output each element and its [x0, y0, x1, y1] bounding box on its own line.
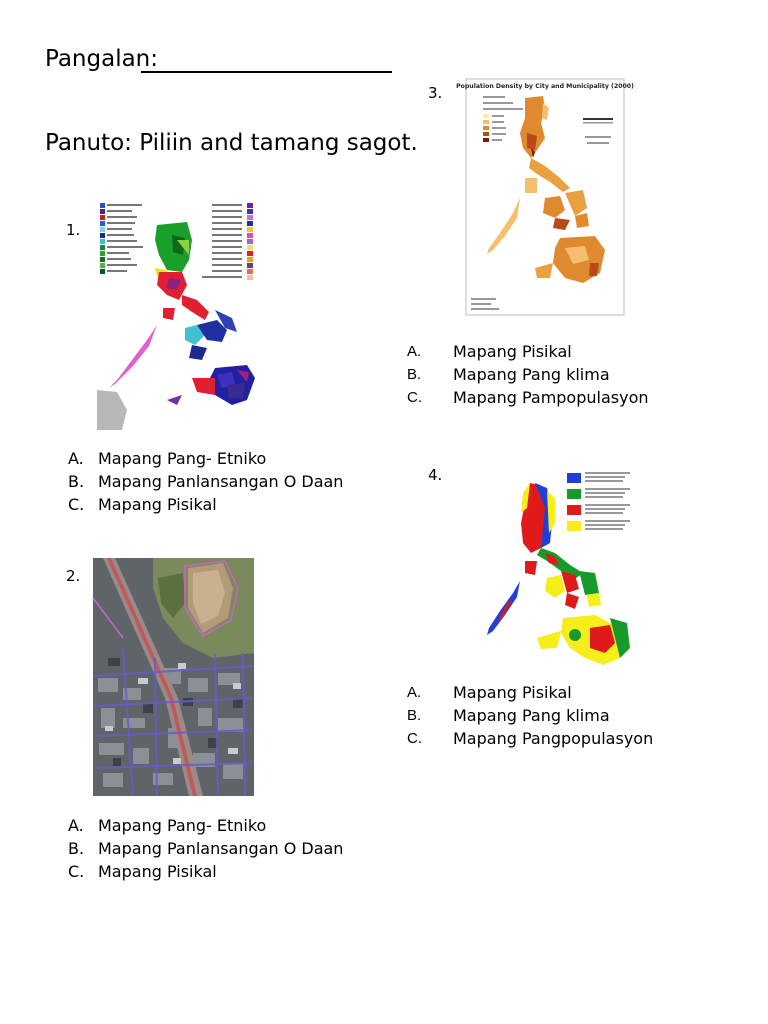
choice-letter: A.	[68, 449, 84, 468]
choice-text: Mapang Pampopulasyon	[453, 388, 649, 407]
question-2-choice-a[interactable]	[68, 814, 343, 837]
question-1-choice-c[interactable]	[68, 493, 343, 516]
question-4-number: 4.	[428, 466, 443, 484]
question-1-choice-b[interactable]	[68, 470, 343, 493]
question-3-choice-a[interactable]	[407, 340, 649, 363]
question-3-choice-c[interactable]	[407, 386, 649, 409]
choice-text: Mapang Pang klima	[453, 365, 610, 384]
question-3-population-density-map	[456, 78, 634, 316]
choice-letter: B.	[68, 472, 85, 491]
choice-text: Mapang Panlansangan O Daan	[98, 472, 344, 491]
choice-text: Mapang Pisikal	[453, 342, 572, 361]
question-1-choices	[68, 447, 343, 516]
question-4-choice-a[interactable]	[407, 681, 653, 704]
name-blank-line[interactable]	[141, 71, 392, 73]
choice-letter: C.	[407, 730, 422, 747]
choice-text: Mapang Pisikal	[98, 495, 217, 514]
question-4-choices	[407, 681, 653, 750]
question-2-choice-b[interactable]	[68, 837, 343, 860]
choice-text: Mapang Panlansangan O Daan	[98, 839, 344, 858]
choice-letter: B.	[407, 707, 422, 724]
choice-letter: A.	[407, 684, 422, 701]
question-4-climate-map	[475, 453, 635, 675]
question-1-number: 1.	[66, 221, 81, 239]
choice-letter: C.	[68, 495, 85, 514]
question-1-choice-a[interactable]	[68, 447, 343, 470]
question-2-satellite-road-map	[93, 558, 254, 796]
instructions: Panuto: Piliin and tamang sagot.	[45, 130, 418, 156]
question-3-choices	[407, 340, 649, 409]
question-4-choice-b[interactable]	[407, 704, 653, 727]
choice-text: Mapang Pang- Etniko	[98, 449, 267, 468]
density-map-title: Population Density by City and Municipality (2000)	[456, 83, 634, 90]
question-1-ethnic-map	[97, 200, 259, 430]
choice-letter: A.	[68, 816, 84, 835]
choice-text: Mapang Pang klima	[453, 706, 610, 725]
choice-letter: A.	[407, 343, 422, 360]
choice-text: Mapang Pisikal	[98, 862, 217, 881]
choice-letter: C.	[407, 389, 422, 406]
choice-text: Mapang Pisikal	[453, 683, 572, 702]
choice-text: Mapang Pangpopulasyon	[453, 729, 654, 748]
question-3-choice-b[interactable]	[407, 363, 649, 386]
question-2-choices	[68, 814, 343, 883]
choice-letter: C.	[68, 862, 85, 881]
question-4-choice-c[interactable]	[407, 727, 653, 750]
question-2-number: 2.	[66, 567, 81, 585]
choice-letter: B.	[68, 839, 85, 858]
name-label: Pangalan:	[45, 46, 159, 72]
question-3-number: 3.	[428, 84, 443, 102]
question-2-choice-c[interactable]	[68, 860, 343, 883]
choice-letter: B.	[407, 366, 422, 383]
choice-text: Mapang Pang- Etniko	[98, 816, 267, 835]
